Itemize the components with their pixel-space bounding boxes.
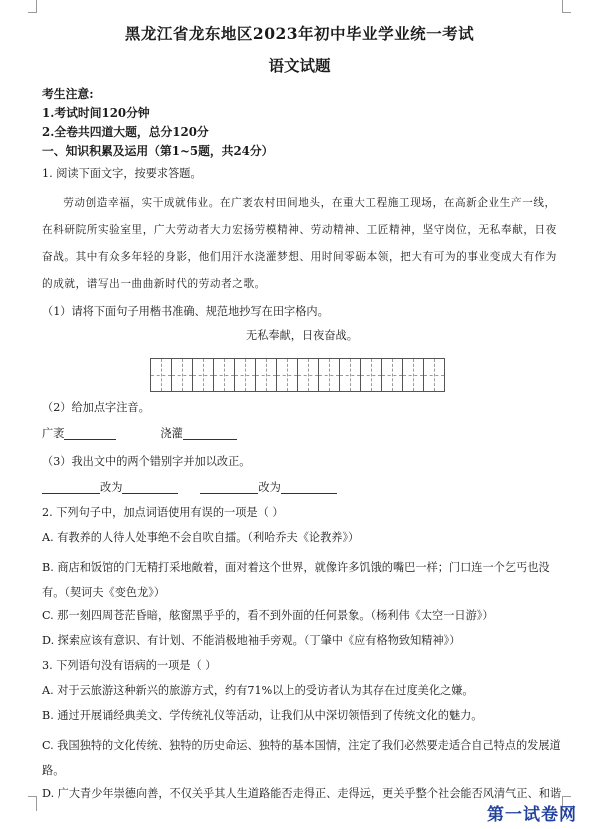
- question-1-sub-1: （1）请将下面句子用楷书准确、规范地抄写在田字格内。: [42, 305, 329, 318]
- question-1-prompt: 1. 阅读下面文字，按要求答题。: [42, 167, 202, 180]
- tianzige-cell[interactable]: [402, 358, 424, 392]
- site-logo: 第一试卷网: [487, 805, 577, 825]
- question-3-option-a: A. 对于云旅游这种新兴的旅游方式，约有71%以上的受访者认为其存在过度美化之嫌。: [42, 684, 474, 697]
- tianzige-cell[interactable]: [423, 358, 445, 392]
- correction-blank-2b[interactable]: [281, 480, 337, 494]
- exam-subtitle: 语文试题: [268, 56, 331, 75]
- tianzige-cell[interactable]: [234, 358, 256, 392]
- question-3-option-b: B. 通过开展诵经典美文、学传统礼仪等活动，让我们从中深切领悟到了传统文化的魅力。: [42, 709, 483, 722]
- section-heading: 一、知识积累及运用（第1~5题，共24分）: [42, 144, 274, 158]
- pinyin-row: [42, 426, 562, 448]
- correction-word-2: 改为: [258, 481, 281, 494]
- correction-blank-1a[interactable]: [42, 480, 100, 494]
- pinyin-label-2: 浇灌: [160, 427, 183, 440]
- correction-word-1: 改为: [100, 481, 123, 494]
- question-2-option-a: A. 有教养的人待人处事绝不会自吹自擂。（利哈乔夫《论教养》）: [42, 531, 360, 544]
- pinyin-label-1: 广袤: [42, 427, 65, 440]
- tianzige-cell[interactable]: [150, 358, 172, 392]
- question-2-prompt: 2. 下列句子中，加点词语使用有误的一项是（ ）: [42, 506, 284, 519]
- reading-passage: 劳动创造幸福，实干成就伟业。在广袤农村田间地头，在重大工程施工现场，在高新企业生产一线，在科研院所实验室里，广大劳动者大力宏扬劳模精神、劳动精神、工匠精神，坚守岗位，无私奉献，日夜奋战。其中有众多年轻的身影，他们用汗水浇灌梦想、用时间零砺本领，把大有可为的事业变成大有作为的成就，谱写出一曲曲新时代的劳动者之歌。: [42, 197, 557, 290]
- question-2-option-c: C. 那一刻四周苍茫昏暗，舷窗黑乎乎的，看不到外面的任何景象。（杨利伟《太空一日游》）: [42, 609, 494, 622]
- question-1-sub-2: （2）给加点字注音。: [42, 401, 150, 414]
- exam-content: [42, 86, 562, 808]
- crop-mark-top-right: [562, 0, 571, 13]
- notice-item-1: 1.考试时间120分钟: [42, 106, 150, 120]
- tianzige-cell[interactable]: [213, 358, 235, 392]
- pinyin-blank-1[interactable]: [64, 426, 116, 440]
- question-3-prompt: 3. 下列语句没有语病的一项是（ ）: [42, 659, 217, 672]
- question-2-option-b: B. 商店和饭馆的门无精打采地敞着，面对着这个世界，就像许多饥饿的嘴巴一样；门口连一个乞丐也没有。（契诃夫《变色龙》）: [42, 561, 550, 599]
- question-3-option-d: D. 广大青少年崇德向善，不仅关乎其人生道路能否走得正、走得远，更关乎整个社会能否风清气正、和谐: [42, 787, 562, 800]
- notice-item-2: 2.全卷共四道大题，总分120分: [42, 125, 209, 139]
- tianzige-cell[interactable]: [276, 358, 298, 392]
- crop-mark-bottom-left: [28, 796, 37, 811]
- exam-title: 黑龙江省龙东地区2023年初中毕业学业统一考试: [124, 24, 475, 43]
- tianzige-cell[interactable]: [381, 358, 403, 392]
- pinyin-blank-2[interactable]: [183, 426, 237, 440]
- tianzige-cell[interactable]: [318, 358, 340, 392]
- tianzige-cell[interactable]: [192, 358, 214, 392]
- tianzige-cell[interactable]: [360, 358, 382, 392]
- question-1-sub-3: （3）我出文中的两个错别字并加以改正。: [42, 455, 251, 468]
- notice-heading: 考生注意:: [42, 87, 94, 101]
- tianzige-grid[interactable]: [150, 358, 562, 394]
- tianzige-cell[interactable]: [171, 358, 193, 392]
- question-2-option-d: D. 探索应该有意识、有计划、不能消极地袖手旁观。（丁肇中《应有格物致知精神》）: [42, 634, 461, 647]
- tianzige-cell[interactable]: [297, 358, 319, 392]
- correction-blank-1b[interactable]: [122, 480, 178, 494]
- tianzige-cell[interactable]: [255, 358, 277, 392]
- copy-sentence: 无私奉献，日夜奋战。: [246, 329, 358, 342]
- question-3-option-c: C. 我国独特的文化传统、独特的历史命运、独特的基本国情，注定了我们必然要走适合自己特点的发展道路。: [42, 739, 561, 777]
- crop-mark-top-left: [28, 0, 37, 13]
- correction-blank-2a[interactable]: [200, 480, 258, 494]
- tianzige-cell[interactable]: [339, 358, 361, 392]
- correction-row: [42, 480, 562, 502]
